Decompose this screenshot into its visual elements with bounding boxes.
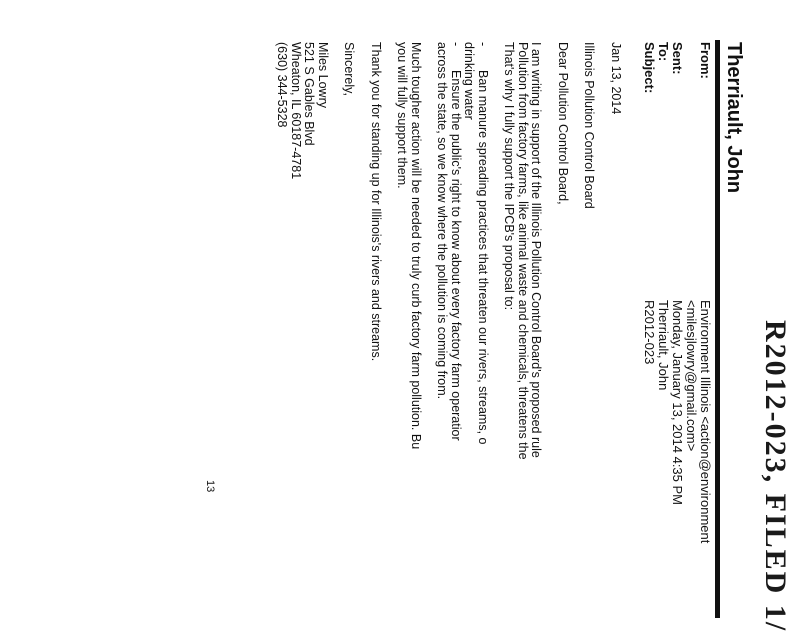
intro-line: I am writing in support of the Illinois Pollution Control Board's proposed rule (529, 42, 544, 458)
page-number: 13 (204, 480, 216, 493)
signature-block (275, 42, 329, 618)
letter-date: Jan 13, 2014 (609, 42, 623, 115)
header-from-value-2: <milesjlowry@gmail.com> (684, 300, 699, 452)
closing-paragraph (395, 42, 422, 618)
bullet-item-1 (476, 42, 490, 618)
header-subject-value: R2012-023 (642, 300, 657, 365)
signature-name: Miles Lowry (316, 42, 330, 108)
bullet-list (435, 42, 489, 618)
bullet-text: Ban manure spreading practices that threaten our rivers, streams, o (476, 70, 490, 445)
bullet-text-cont: drinking water (462, 42, 477, 120)
letter-recipient: Illinois Pollution Control Board (582, 42, 597, 209)
bullet-marker: - (476, 42, 490, 47)
closing-line: Much tougher action will be needed to truly curb factory farm pollution. Bu (409, 42, 423, 450)
header-sent-label: Sent: (670, 42, 685, 75)
sender-name: Therriault, John (723, 42, 745, 194)
bullet-text-cont: across the state, so we know where the pollution is coming from. (435, 42, 450, 400)
header-to-value: Therriault, John (656, 300, 671, 391)
thanks-line: Thank you for standing up for Illinois's rivers and streams. (369, 42, 383, 362)
bullet-marker: - (449, 42, 463, 47)
header-subject-label: Subject: (642, 42, 657, 94)
filing-stamp: R2012-023, FILED 1/ (759, 320, 792, 632)
signature-street: 521 S Gables Blvd (302, 42, 317, 146)
header-to-label: To: (656, 42, 671, 62)
signature-phone: (630) 344-5328 (275, 42, 290, 128)
intro-line: Pollution from factory farms, like animal waste and chemicals, threatens the (516, 42, 530, 460)
bullet-item-2 (449, 42, 463, 618)
closing-line: you will fully support them. (395, 42, 410, 189)
letter-salutation: Dear Pollution Control Board, (556, 42, 570, 205)
intro-line: That's why I fully support the IPCB's proposal to: (502, 42, 517, 311)
signature-city: Wheaton, IL 60187-4781 (289, 42, 303, 180)
intro-paragraph (502, 42, 543, 618)
header-sent-value: Monday, January 13, 2014 4:35 PM (670, 300, 685, 505)
header-divider (715, 40, 720, 618)
header-from-value: Environment Illinois <action@environment (698, 300, 713, 544)
signoff: Sincerely, (342, 42, 357, 96)
header-from-label: From: (698, 42, 713, 79)
bullet-text: Ensure the public's right to know about every factory farm operatior (449, 70, 463, 441)
letter-body (275, 42, 622, 618)
